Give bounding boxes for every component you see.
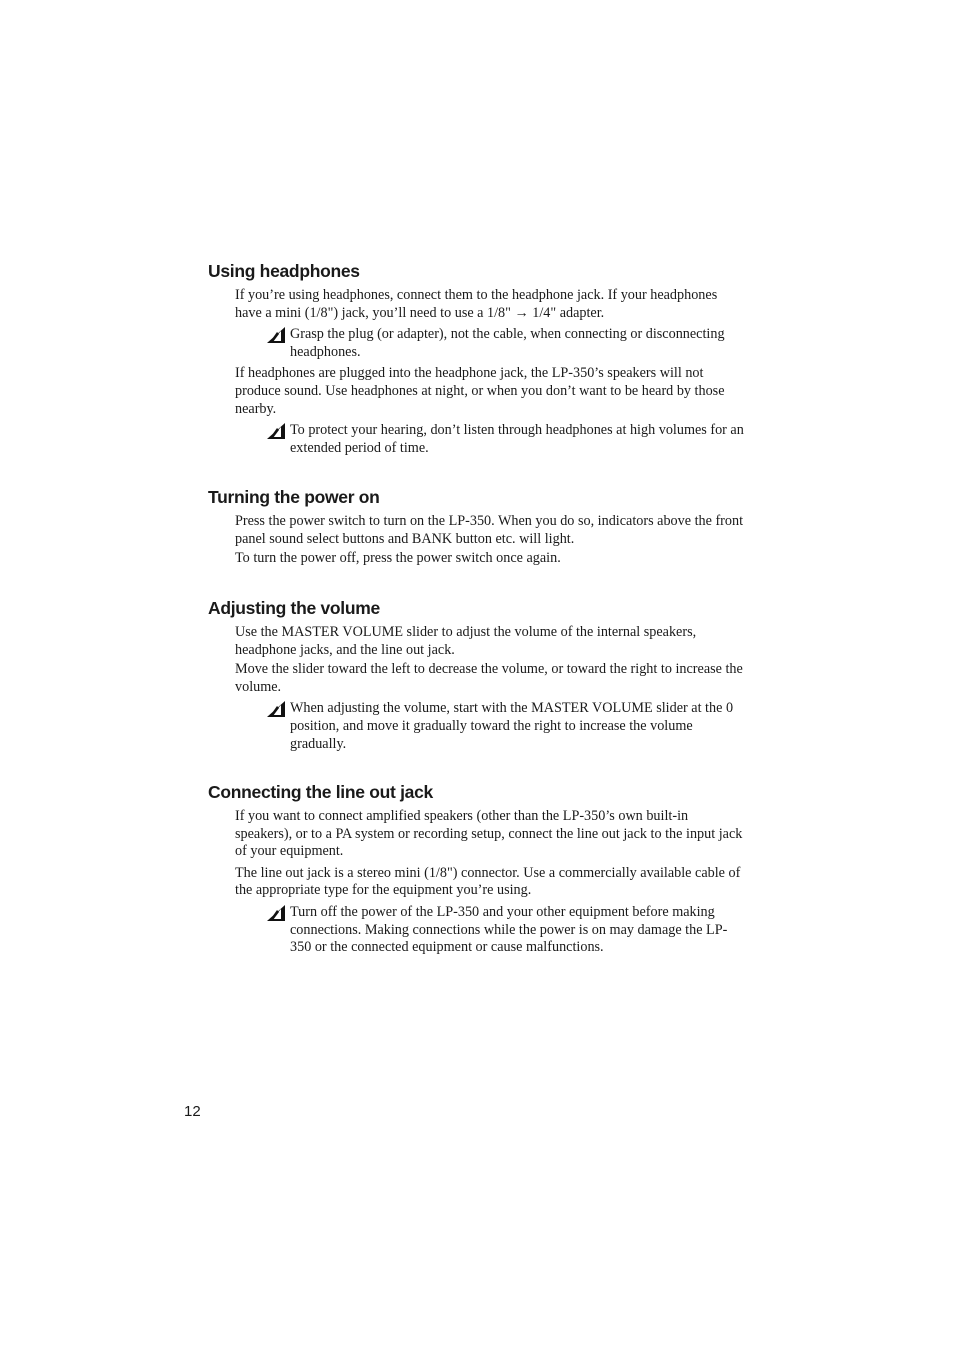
paragraph: Press the power switch to turn on the LP-350. When you do so, indicators above the front panel sound select buttons and BANK button etc. will light. (235, 513, 744, 547)
warning-hand-icon (266, 904, 286, 922)
caution-text: To protect your hearing, don’t listen through headphones at high volumes for an extended period of time. (290, 422, 744, 456)
section-heading: Adjusting the volume (208, 598, 380, 618)
section-heading: Using headphones (208, 261, 360, 281)
caution-note (290, 326, 745, 361)
caution-note (290, 904, 745, 957)
page-number: 12 (184, 1103, 201, 1120)
section-heading: Connecting the line out jack (208, 782, 433, 802)
section-using-headphones (208, 260, 748, 461)
caution-text: When adjusting the volume, start with the MASTER VOLUME slider at the 0 position, and move it gradually toward the right to increase the volume gradually. (290, 700, 734, 752)
section-turning-power-on (208, 486, 748, 570)
warning-hand-icon (266, 326, 286, 344)
paragraph: To turn the power off, press the power switch once again. (235, 550, 561, 567)
warning-hand-icon (266, 700, 286, 718)
caution-note (290, 700, 745, 753)
paragraph: If you’re using headphones, connect them to the headphone jack. If your headphones have a mini (1/8") jack, you’ll need to use a 1/8" → 1/4" adapter. (235, 287, 718, 321)
caution-note (290, 422, 745, 457)
paragraph: If you want to connect amplified speakers (other than the LP-350’s own built-in speakers), or to a PA system or recording setup, connect the line out jack to the input jack of your equipment. (235, 808, 743, 860)
section-connecting-line-out (208, 781, 748, 961)
paragraph: The line out jack is a stereo mini (1/8") connector. Use a commercially available cable of the appropriate type for the equipment you’re using. (235, 864, 741, 899)
caution-text: Grasp the plug (or adapter), not the cable, when connecting or disconnecting headphones. (290, 326, 725, 360)
paragraph: If headphones are plugged into the headphone jack, the LP-350’s speakers will not produce sound. Use headphones at night, or when you don’t want to be heard by those nearby. (235, 365, 725, 417)
caution-text: Turn off the power of the LP-350 and your other equipment before making connections. Making connections while the power is on may damage the LP-350 or the connected equipment or cause malfunctions. (290, 903, 728, 956)
paragraph: Use the MASTER VOLUME slider to adjust the volume of the internal speakers, headphone jacks, and the line out jack. (235, 624, 697, 658)
section-heading: Turning the power on (208, 487, 380, 507)
paragraph: Move the slider toward the left to decrease the volume, or toward the right to increase the volume. (235, 661, 743, 695)
warning-hand-icon (266, 422, 286, 440)
section-adjusting-volume (208, 597, 748, 757)
